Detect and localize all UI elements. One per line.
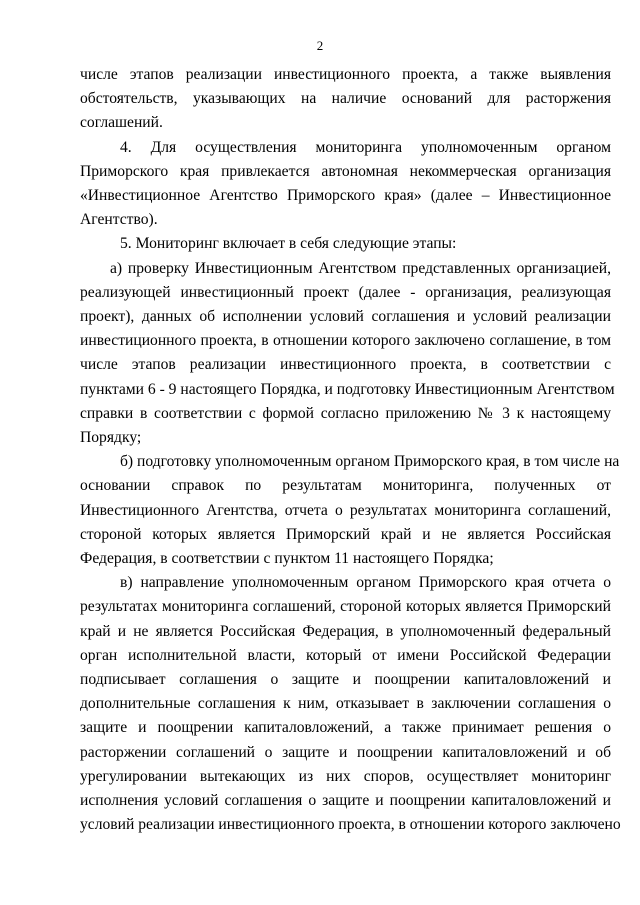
document-body xyxy=(80,63,621,838)
text-line: справки в соответствии с формой согласно приложению № 3 к настоящему xyxy=(80,404,611,422)
text-line: дополнительные соглашения к ним, отказывает в заключении соглашения о xyxy=(80,695,611,713)
text-line: расторжении соглашений о защите и поощрении капиталовложений и об xyxy=(80,743,611,761)
paragraph-item-5 xyxy=(80,232,611,256)
text-line: обстоятельств, указывающих на наличие оснований для расторжения xyxy=(80,90,611,108)
text-line: соглашений. xyxy=(80,114,163,132)
page-number: 2 xyxy=(316,38,324,53)
paragraph-item-4 xyxy=(80,136,611,233)
text-line: числе этапов реализации инвестиционного проекта, в соответствии с xyxy=(80,356,611,374)
text-line: а) проверку Инвестиционным Агентством представленных организацией, xyxy=(110,259,611,277)
text-line: Агентство). xyxy=(80,211,158,229)
text-line: основании справок по результатам мониторинга, полученных от xyxy=(80,477,611,495)
paragraph-continuation xyxy=(80,63,611,136)
text-line: исполнения условий соглашения о защите и поощрении капиталовложений и xyxy=(80,792,611,810)
text-line: проект), данных об исполнении условий соглашения и условий реализации xyxy=(80,308,611,326)
text-line: защите и поощрении капиталовложений, а также принимает решения о xyxy=(80,719,611,737)
text-line: орган исполнительной власти, который от имени Российской Федерации xyxy=(80,646,611,664)
text-line: урегулировании вытекающих из них споров, осуществляет мониторинг xyxy=(80,767,611,785)
text-line: б) подготовку уполномоченным органом Приморского края, в том числе на xyxy=(120,453,620,471)
text-line: инвестиционного проекта, в отношении которого заключено соглашение, в том xyxy=(80,332,611,350)
text-line: 4. Для осуществления мониторинга уполномоченным органом xyxy=(120,138,611,156)
text-line: условий реализации инвестиционного проекта, в отношении которого заключено xyxy=(80,816,621,834)
text-line: Инвестиционного Агентства, отчета о результатах мониторинга соглашений, xyxy=(80,501,611,519)
text-line: результатах мониторинга соглашений, стороной которых является Приморский xyxy=(80,598,611,616)
text-line: край и не является Российская Федерация, в уполномоченный федеральный xyxy=(80,622,611,640)
text-line: Приморского края привлекается автономная некоммерческая организация xyxy=(80,162,611,180)
paragraph-item-a xyxy=(80,257,615,451)
text-line: стороной которых является Приморский край и не является Российская xyxy=(80,525,611,543)
text-line: Порядку; xyxy=(80,429,142,447)
text-line: пунктами 6 - 9 настоящего Порядка, и подготовку Инвестиционным Агентством xyxy=(80,380,615,398)
text-line: числе этапов реализации инвестиционного проекта, а также выявления xyxy=(80,66,611,83)
text-line: «Инвестиционное Агентство Приморского края» (далее – Инвестиционное xyxy=(80,187,611,205)
paragraph-item-v xyxy=(80,571,621,837)
text-line: Федерация, в соответствии с пунктом 11 настоящего Порядка; xyxy=(80,550,494,568)
text-line: в) направление уполномоченным органом Приморского края отчета о xyxy=(120,574,611,592)
text-line: 5. Мониторинг включает в себя следующие этапы: xyxy=(120,235,457,253)
text-line: подписывает соглашения о защите и поощрении капиталовложений и xyxy=(80,671,611,689)
paragraph-item-b xyxy=(80,450,620,571)
text-line: реализующей инвестиционный проект (далее - организация, реализующая xyxy=(80,283,611,301)
